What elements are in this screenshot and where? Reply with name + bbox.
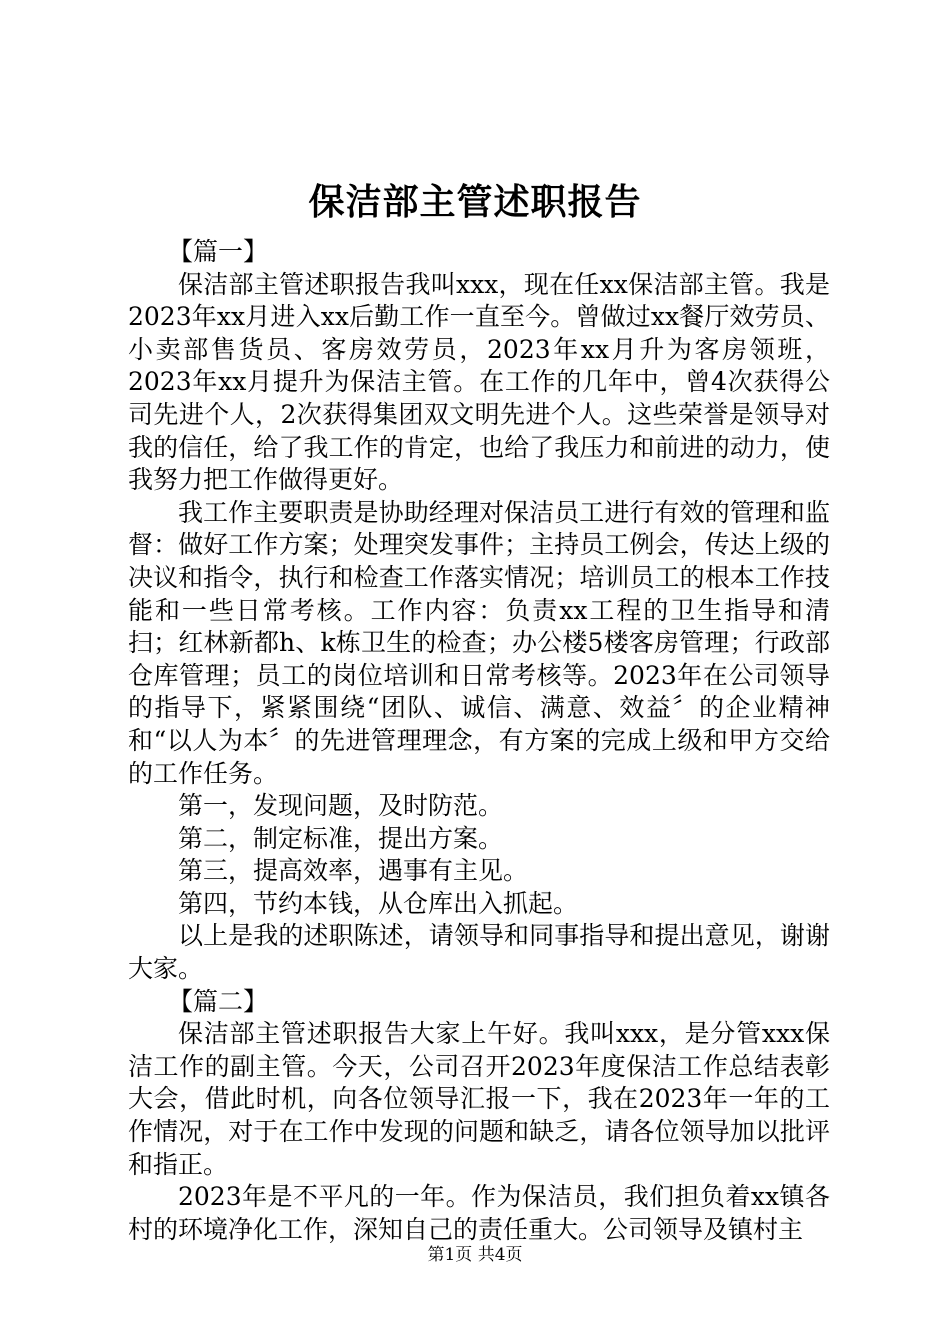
document-title: 保洁部主管述职报告 — [308, 181, 642, 223]
paragraph: 我工作主要职责是协助经理对保洁员工进行有效的管理和监督：做好工作方案；处理突发事件；主持员工例会，传达上级的决议和指令，执行和检查工作落实情况；培训员工的根本工作技能和一些日常考核。工作内容：负责xx工程的卫生指导和清扫；红林新都h、k栋卫生的检查；办公楼5楼客房管理；行政部仓库管理；员工的岗位培训和日常考核等。2023年在公司领导的指导下，紧紧围绕“团队、诚信、满意、效益〞的企业精神和“以人为本〞的先进管理理念，有方案的完成上级和甲方交给的工作任务。 — [128, 497, 830, 788]
paragraph: 保洁部主管述职报告我叫xxx，现在任xx保洁部主管。我是2023年xx月进入xx后勤工作一直至今。曾做过xx餐厅效劳员、小卖部售货员、客房效劳员，2023年xx月升为客房领班，2023年xx月提升为保洁主管。在工作的几年中，曾4次获得公司先进个人，2次获得集团双文明先进个人。这些荣誉是领导对我的信任，给了我工作的肯定，也给了我压力和前进的动力，使我努力把工作做得更好。 — [128, 269, 830, 495]
page-footer: 第1页 共4页 — [427, 1245, 523, 1265]
list-item: 第三，提高效率，遇事有主见。 — [178, 856, 529, 886]
document-body — [128, 236, 830, 1246]
section-heading-1: 【篇一】 — [168, 237, 269, 266]
list-item: 第四，节约本钱，从仓库出入抓起。 — [178, 888, 579, 918]
list-item: 第二，制定标准，提出方案。 — [178, 823, 504, 853]
paragraph: 2023年是不平凡的一年。作为保洁员，我们担负着xx镇各村的环境净化工作，深知自己的责任重大。公司领导及镇村主 — [128, 1182, 830, 1244]
section-heading-2: 【篇二】 — [168, 986, 269, 1016]
paragraph: 以上是我的述职陈述，请领导和同事指导和提出意见，谢谢大家。 — [128, 921, 830, 984]
list-item: 第一，发现问题，及时防范。 — [178, 791, 504, 821]
paragraph: 保洁部主管述职报告大家上午好。我叫xxx，是分管xxx保洁工作的副主管。今天，公司召开2023年度保洁工作总结表彰大会，借此时机，向各位领导汇报一下，我在2023年一年的工作情况，对于在工作中发现的问题和缺乏，请各位领导加以批评和指正。 — [128, 1019, 830, 1179]
